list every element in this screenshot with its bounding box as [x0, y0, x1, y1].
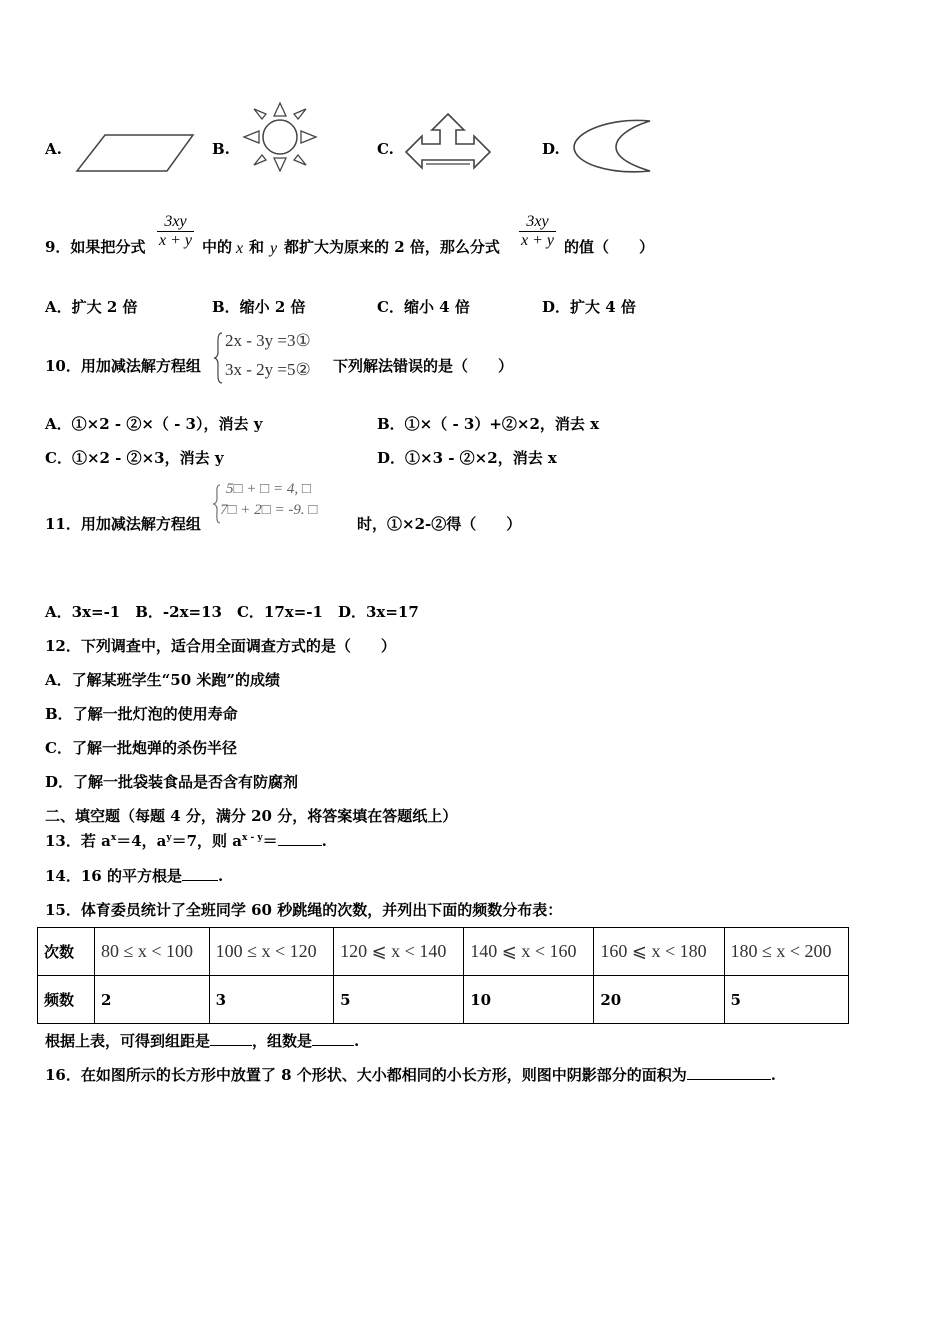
- q13-answer-blank[interactable]: [278, 845, 322, 846]
- table-cell-count: 10: [464, 976, 594, 1024]
- table-cell-range: 120 ⩽ x < 140: [334, 928, 464, 976]
- table-cell-range: 140 ⩽ x < 160: [464, 928, 594, 976]
- q8-option-c-label: C.: [377, 140, 394, 158]
- q15-group-count-blank[interactable]: [312, 1045, 354, 1046]
- frequency-table: [37, 927, 849, 1024]
- q16-answer-blank[interactable]: [687, 1079, 771, 1080]
- q8-option-d-label: D.: [542, 140, 560, 158]
- table-cell-count: 20: [594, 976, 724, 1024]
- table-cell-range: 160 ⩽ x < 180: [594, 928, 724, 976]
- q11-equation-2: 7□ + 2□ = -9. □: [220, 502, 318, 518]
- q15-followup-part-2: ，组数是: [252, 1032, 313, 1050]
- section-2-heading: 二、填空题（每题 4 分，满分 20 分，将答案填在答题纸上）: [45, 807, 458, 825]
- table-cell-range: 180 ≤ x < 200: [724, 928, 848, 976]
- q10-option-c: C．①×2 - ②×3，消去 y: [45, 449, 224, 467]
- q15-group-width-blank[interactable]: [210, 1045, 252, 1046]
- q15-followup-part-1: 根据上表，可得到组距是: [45, 1032, 211, 1050]
- q10-option-b: B．①×（ - 3）+②×2，消去 x: [377, 415, 600, 433]
- table-header-pinshu: 频数: [38, 976, 95, 1024]
- table-cell-count: 2: [95, 976, 210, 1024]
- q9-fraction-1-numerator: 3xy: [157, 213, 194, 232]
- q12-option-d: D．了解一批袋装食品是否含有防腐剂: [45, 773, 299, 791]
- table-header-cishu: 次数: [38, 928, 95, 976]
- q8-option-a-label: A.: [45, 140, 62, 158]
- q15-stem: 15．体育委员统计了全班同学 60 秒跳绳的次数，并列出下面的频数分布表：: [45, 901, 563, 919]
- crescent-moon-figure: [568, 115, 656, 179]
- q14-end: .: [217, 867, 224, 885]
- q13-exponent-2: y: [166, 833, 172, 843]
- q12-option-c: C．了解一批炮弹的杀伤半径: [45, 739, 237, 757]
- q13-exponent-1: x: [110, 833, 117, 843]
- q9-fraction-2-denominator: x + y: [521, 232, 554, 249]
- q12-option-a: A．了解某班学生“50 米跑”的成绩: [45, 671, 280, 689]
- q9-option-d: D．扩大 4 倍: [542, 298, 636, 316]
- q14-text: [45, 865, 223, 886]
- q9-option-c: C．缩小 4 倍: [377, 298, 470, 316]
- q13-part-2: ＝4，a: [116, 832, 167, 850]
- q11-equation-1: 5□ + □ = 4, □: [226, 481, 311, 497]
- q13-part-1: 13．若 a: [45, 832, 111, 850]
- q9-var-x: x: [236, 240, 244, 257]
- q9-var-y: y: [270, 240, 278, 257]
- table-cell-range: 80 ≤ x < 100: [95, 928, 210, 976]
- q8-option-b-label: B.: [212, 140, 230, 158]
- q9-option-b: B．缩小 2 倍: [212, 298, 306, 316]
- table-cell-count: 5: [724, 976, 848, 1024]
- q9-and: 和: [249, 238, 265, 256]
- q13-part-4: ＝: [262, 832, 278, 850]
- q9-fraction-2-numerator: 3xy: [519, 213, 556, 232]
- table-row-counts-range: [38, 928, 849, 976]
- q10-option-a: A．①×2 - ②×（ - 3），消去 y: [45, 415, 263, 433]
- q10-suffix: 下列解法错误的是（ ）: [333, 357, 514, 375]
- q10-prefix: 10．用加减法解方程组: [45, 357, 201, 375]
- q16-end: .: [770, 1066, 776, 1084]
- q9-mid2: 都扩大为原来的 2 倍，那么分式: [284, 238, 500, 256]
- q13-part-3: ＝7，则 a: [171, 832, 242, 850]
- q9-suffix: 的值（ ）: [564, 238, 655, 256]
- q14-answer-blank[interactable]: [182, 880, 218, 881]
- q14-stem: 14．16 的平方根是: [45, 867, 182, 885]
- q13-text: [45, 830, 327, 851]
- q9-prefix: 9．如果把分式: [45, 238, 146, 256]
- q11-prefix: 11．用加减法解方程组: [45, 515, 201, 533]
- q11-suffix: 时，①×2-②得（ ）: [357, 515, 522, 533]
- q12-stem: 12．下列调查中，适合用全面调查方式的是（ ）: [45, 637, 396, 655]
- q10-equation-2: 3x - 2y =5②: [225, 360, 311, 379]
- q15-followup-end: .: [354, 1032, 360, 1050]
- q10-option-d: D．①×3 - ②×2，消去 x: [377, 449, 557, 467]
- q9-fraction-2: [519, 213, 556, 250]
- table-row-frequency: [38, 976, 849, 1024]
- q9-fraction-1: [157, 213, 194, 250]
- q9-fraction-1-denominator: x + y: [159, 232, 192, 249]
- sun-figure: [238, 100, 322, 174]
- q11-options: A．3x=-1 B．-2x=13 C．17x=-1 D．3x=17: [45, 603, 419, 621]
- q9-mid1: 中的: [202, 238, 233, 256]
- q10-system-brace: [213, 332, 223, 384]
- q13-exponent-3: x - y: [242, 833, 263, 843]
- q10-equation-1: 2x - 3y =3①: [225, 331, 311, 350]
- q15-followup: [45, 1030, 359, 1051]
- parallelogram-figure: [75, 133, 197, 175]
- table-cell-count: 5: [334, 976, 464, 1024]
- q9-option-a: A．扩大 2 倍: [45, 298, 138, 316]
- three-way-arrow-figure: [402, 112, 494, 174]
- table-cell-count: 3: [209, 976, 333, 1024]
- q16-text: [45, 1064, 776, 1085]
- q13-end: .: [321, 832, 327, 850]
- q12-option-b: B．了解一批灯泡的使用寿命: [45, 705, 238, 723]
- table-cell-range: 100 ≤ x < 120: [209, 928, 333, 976]
- q16-stem: 16．在如图所示的长方形中放置了 8 个形状、大小都相同的小长方形，则图中阴影部分的面积为: [45, 1066, 687, 1084]
